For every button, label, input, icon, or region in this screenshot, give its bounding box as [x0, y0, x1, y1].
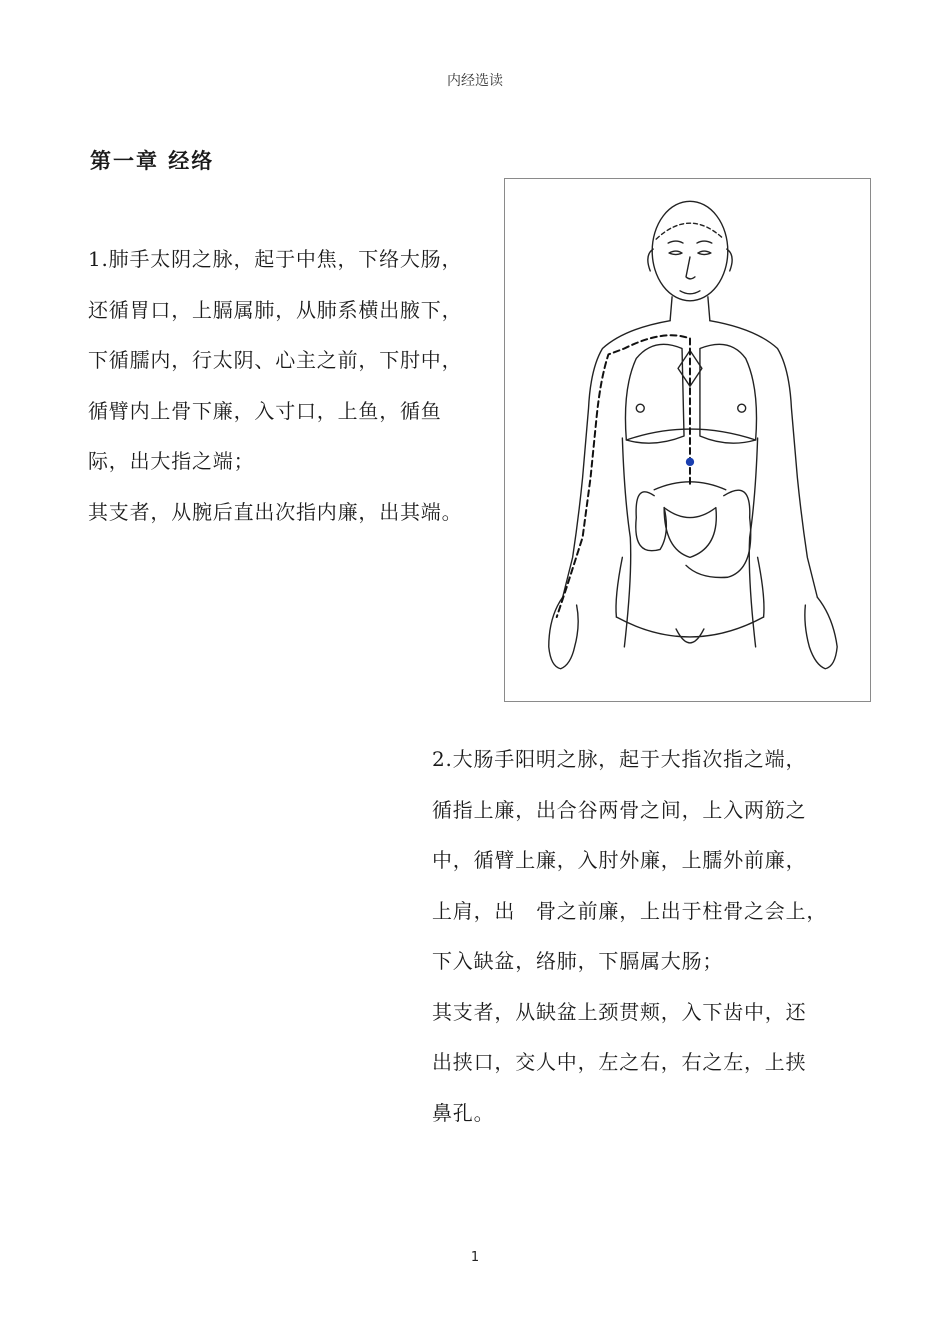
text-line: 鼻孔。 [432, 1100, 495, 1125]
text-line: 循指上廉，出合谷两骨之间，上入两筋之 [432, 797, 807, 822]
inner-arm-left [622, 438, 630, 647]
neck-right [708, 297, 710, 321]
text-line: 还循胃口，上膈属肺，从肺系横出腋下， [88, 297, 463, 322]
text-line: 其支者，从腕后直出次指内廉，出其端。 [88, 499, 463, 524]
left-brow [668, 241, 683, 243]
meridian-body-illustration [504, 178, 871, 702]
left-nipple [636, 404, 644, 412]
meridian-start-point [687, 458, 694, 465]
right-brow [697, 241, 712, 243]
pelvis [616, 617, 763, 637]
right-hand [805, 597, 837, 669]
text-line: 循臂内上骨下廉，入寸口，上鱼，循鱼 [88, 398, 442, 423]
large-intestine [636, 490, 751, 577]
hairline [656, 223, 724, 239]
page-number: 1 [470, 1250, 480, 1265]
torso-right [710, 321, 817, 597]
waist-right [758, 557, 764, 617]
left-eye [669, 251, 682, 254]
diaphragm [626, 429, 755, 440]
text-line: 其支者，从缺盆上颈贯颊，入下齿中，还 [432, 999, 807, 1024]
text-line: 下入缺盆，络肺，下膈属大肠； [432, 949, 724, 973]
nose [686, 257, 695, 279]
neck-left [670, 297, 672, 321]
text-line: 下循臑内，行太阴、心主之前，下肘中， [88, 348, 463, 372]
left-hand [549, 597, 578, 669]
lung-meridian-path [557, 335, 690, 617]
text-line: 际，出大指之端； [88, 449, 255, 473]
right-lung [700, 344, 757, 443]
chapter-title: 第一章 经络 [90, 148, 215, 173]
text-line: 2.大肠手阳明之脉，起于大指次指之端， [432, 747, 807, 771]
waist-left [616, 557, 622, 617]
right-eye [698, 251, 711, 254]
head-outline [652, 201, 728, 300]
text-line: 1.肺手太阴之脉，起于中焦，下络大肠， [88, 247, 463, 271]
torso-left [563, 321, 670, 597]
mouth [680, 291, 700, 294]
page-header: 内经选读 [447, 73, 503, 89]
section-large-intestine-meridian [432, 734, 868, 1138]
small-intestine [664, 508, 716, 558]
right-nipple [738, 404, 746, 412]
text-line: 中，循臂上廉，入肘外廉，上臑外前廉， [432, 848, 807, 872]
section-lung-meridian [88, 234, 498, 537]
left-lung [625, 344, 684, 443]
genital-outline [676, 629, 704, 643]
text-line: 出挟口，交人中，左之右，右之左，上挟 [432, 1050, 807, 1074]
text-line: 上肩，出 骨之前廉，上出于柱骨之会上， [432, 898, 828, 923]
